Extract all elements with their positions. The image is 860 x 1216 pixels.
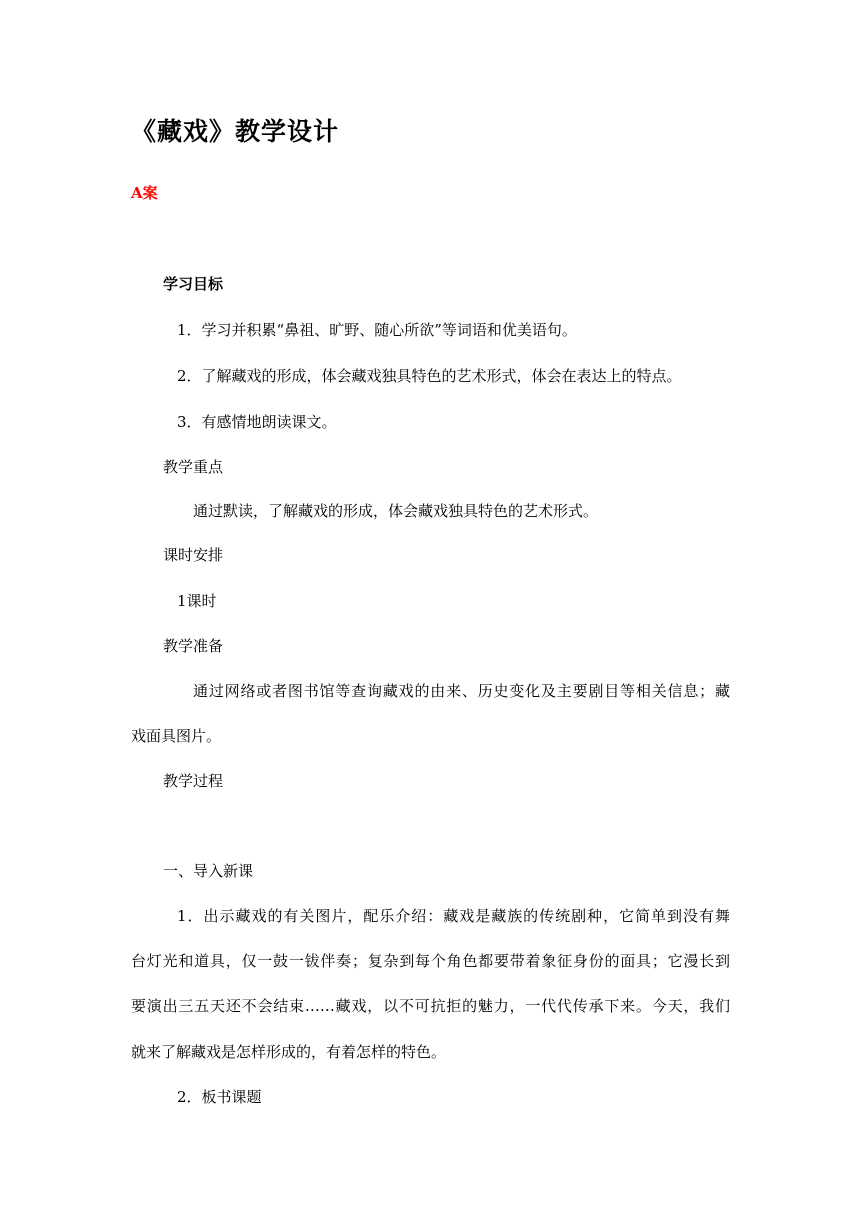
part1-item2: 2．板书课题 [177, 1088, 262, 1106]
schedule-text: 1课时 [177, 592, 217, 610]
case-label: A案 [131, 184, 158, 202]
prep-line-1: 通过网络或者图书馆等查询藏戏的由来、历史变化及主要剧目等相关信息；藏 [193, 682, 730, 700]
goal-item-1: 1．学习并积累“鼻祖、旷野、随心所欲”等词语和优美语句。 [177, 321, 577, 339]
focus-heading: 教学重点 [163, 458, 224, 476]
goal-item-3: 3．有感情地朗读课文。 [177, 413, 337, 431]
document-title: 《藏戏》教学设计 [131, 117, 340, 146]
goals-heading: 学习目标 [163, 275, 224, 293]
part1-item1-line-3: 要演出三五天还不会结束……藏戏，以不可抗拒的魅力，一代代传承下来。今天，我们 [131, 997, 730, 1015]
prep-heading: 教学准备 [163, 637, 224, 655]
goal-item-2: 2．了解藏戏的形成，体会藏戏独具特色的艺术形式，体会在表达上的特点。 [177, 367, 682, 385]
process-heading: 教学过程 [163, 772, 224, 790]
prep-line-2: 戏面具图片。 [131, 727, 222, 745]
part1-heading: 一、导入新课 [163, 862, 254, 880]
schedule-heading: 课时安排 [163, 546, 224, 564]
part1-item1-line-4: 就来了解藏戏是怎样形成的，有着怎样的特色。 [131, 1043, 447, 1061]
focus-text: 通过默读，了解藏戏的形成，体会藏戏独具特色的艺术形式。 [193, 502, 599, 520]
part1-item1-line-1: 1．出示藏戏的有关图片，配乐介绍：藏戏是藏族的传统剧种，它简单到没有舞 [177, 907, 730, 925]
part1-item1-line-2: 台灯光和道具，仅一鼓一钹伴奏；复杂到每个角色都要带着象征身份的面具；它漫长到 [131, 952, 730, 970]
